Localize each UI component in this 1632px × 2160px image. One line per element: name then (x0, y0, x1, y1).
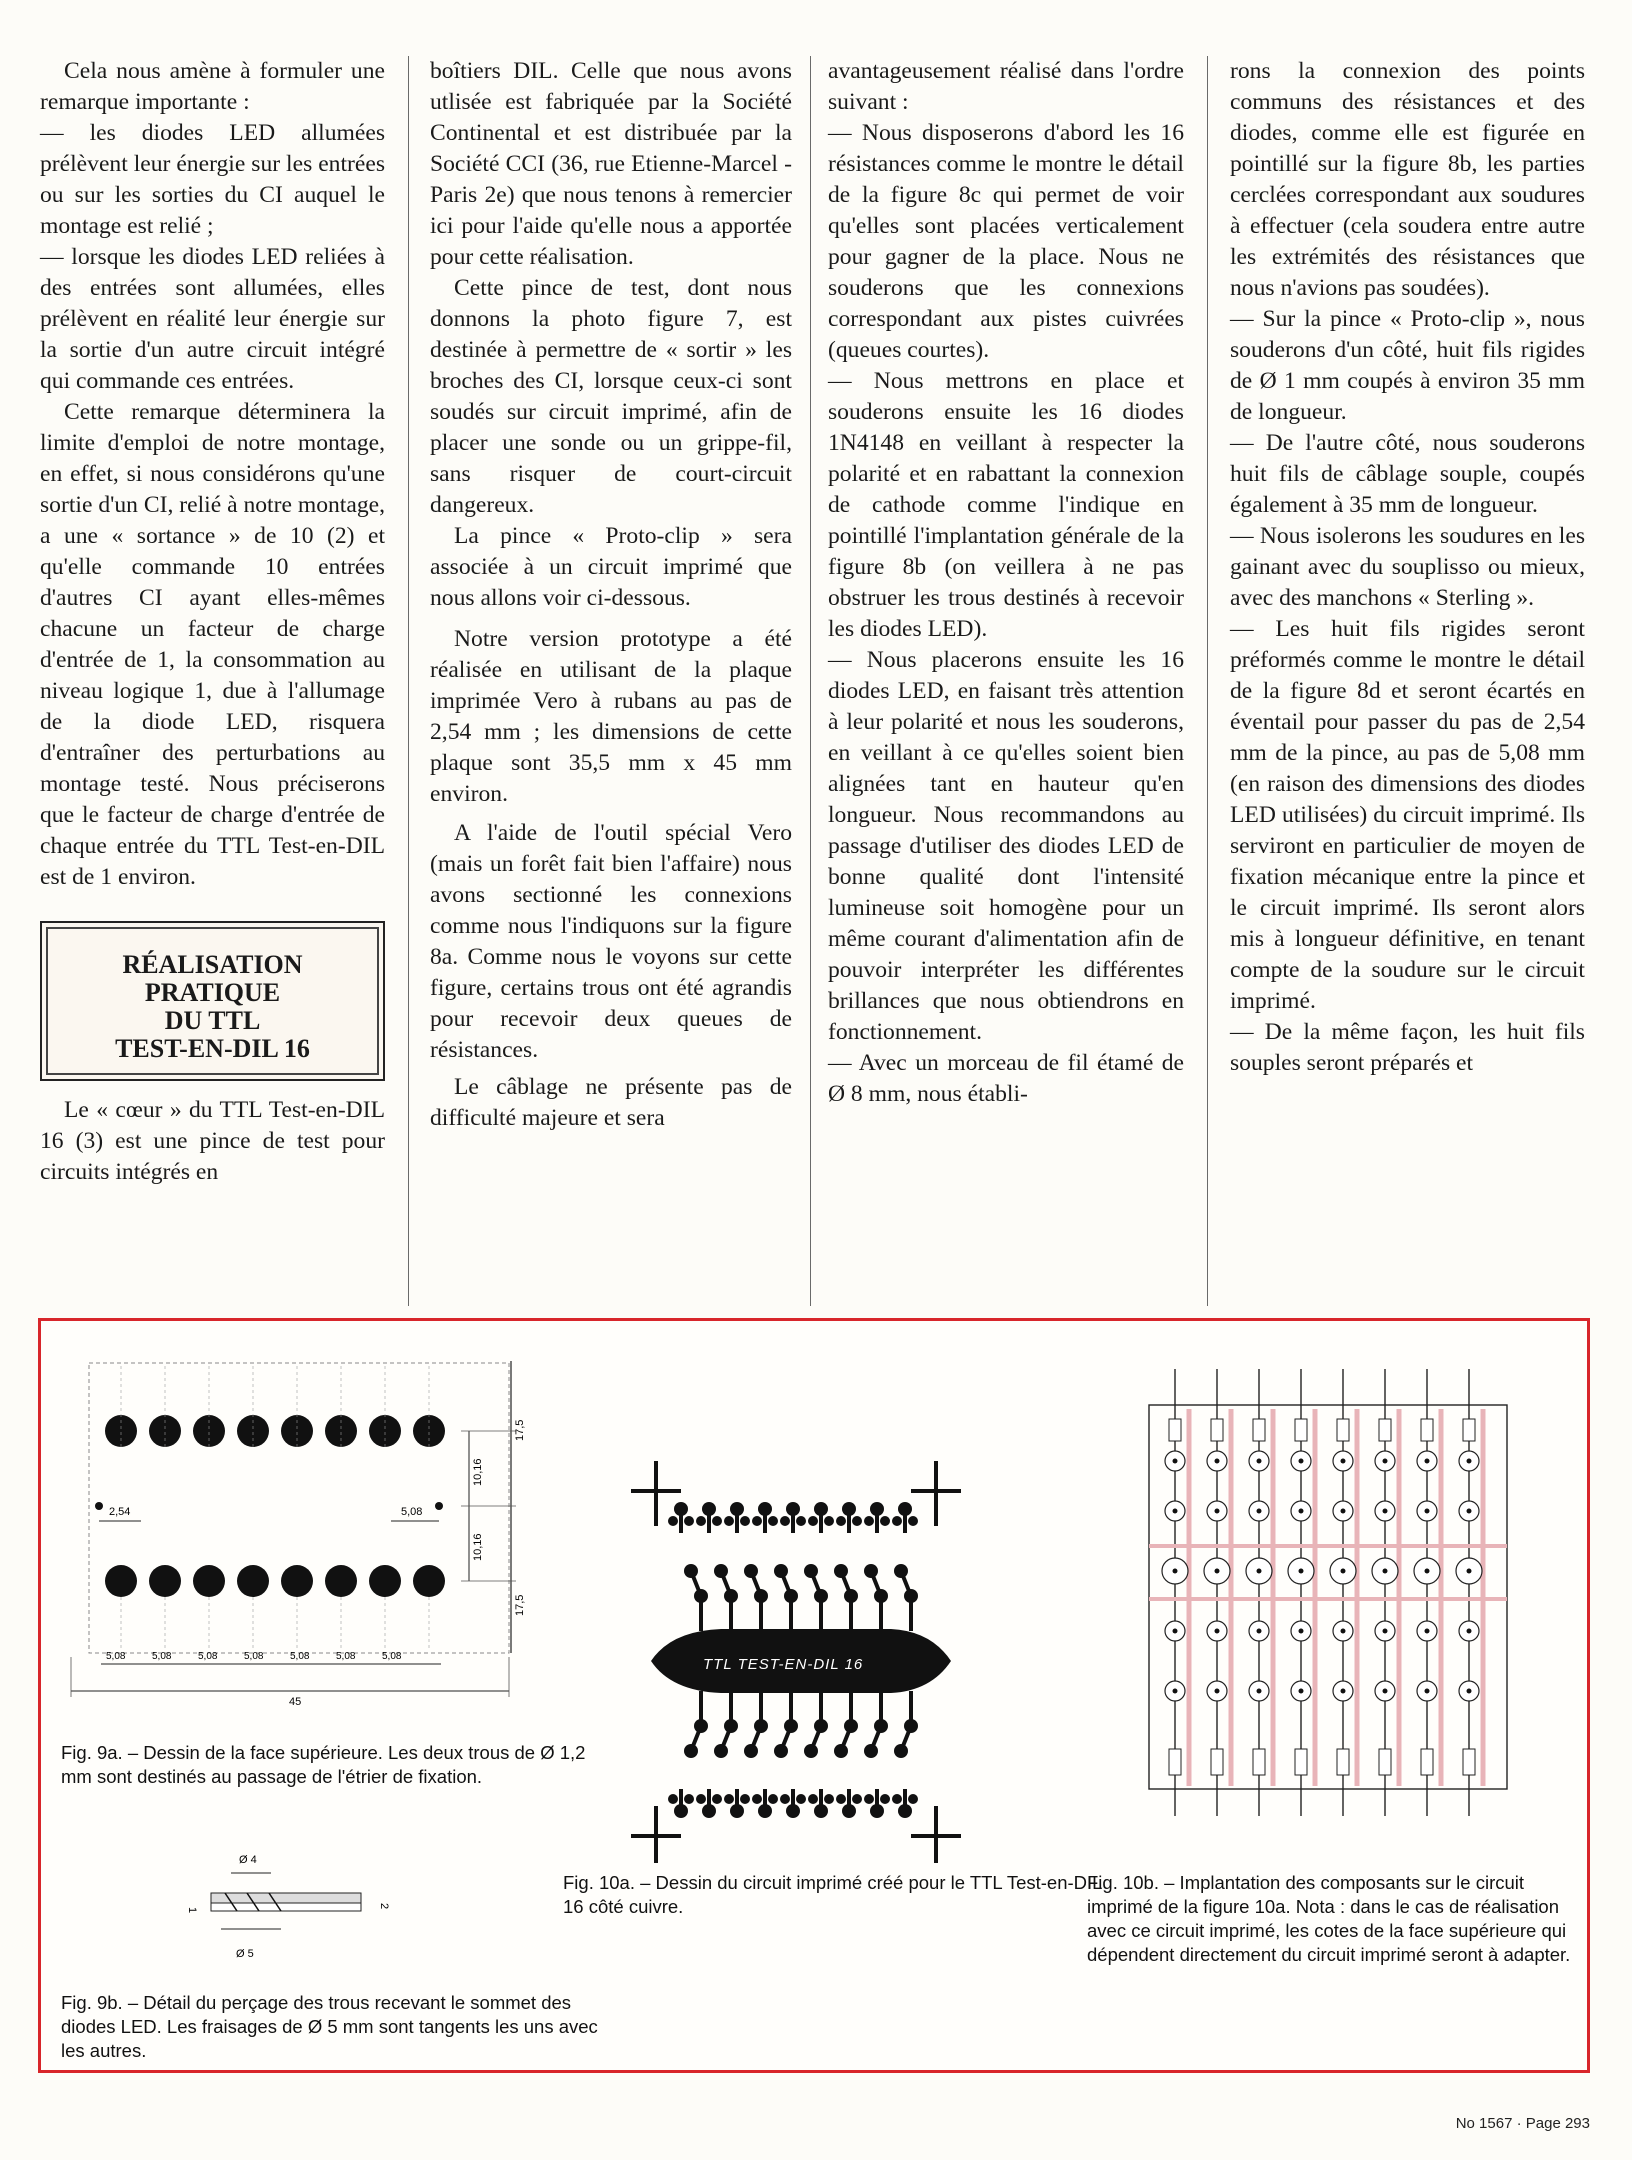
pcb-pad (768, 1516, 778, 1526)
paragraph: — Nous isolerons les soudures en les gainant avec du souplisso ou mieux, avec des manchons « Sterling ». (1230, 523, 1585, 611)
pcb-pad (908, 1516, 918, 1526)
text-column-1 (40, 56, 385, 1188)
led-hole (149, 1565, 181, 1597)
led-hole (413, 1565, 445, 1597)
dim-label: 5,08 (106, 1651, 126, 1662)
pcb-pad (696, 1794, 706, 1804)
led-hole (105, 1415, 137, 1447)
led-hole (369, 1415, 401, 1447)
pcb-pad (880, 1516, 890, 1526)
pcb-pad (780, 1516, 790, 1526)
fixation-hole (435, 1502, 443, 1510)
pcb-pad (892, 1516, 902, 1526)
crosshair-mark (631, 1806, 681, 1863)
pcb-pad (880, 1794, 890, 1804)
pcb-pad (696, 1516, 706, 1526)
dim-label: Ø 4 (239, 1854, 257, 1866)
pcb-pad (712, 1794, 722, 1804)
led-hole (149, 1415, 181, 1447)
fig9b-drawing (181, 1849, 431, 1969)
pcb-pad (836, 1516, 846, 1526)
heading-line: PRATIQUE (144, 978, 281, 1007)
pcb-pad (780, 1794, 790, 1804)
pcb-pad (740, 1516, 750, 1526)
crosshair-mark (911, 1461, 961, 1526)
led-hole (413, 1415, 445, 1447)
dim-label: 5,08 (290, 1651, 310, 1662)
pcb-pad (864, 1516, 874, 1526)
led-hole (237, 1415, 269, 1447)
led-hole (105, 1565, 137, 1597)
paragraph: — Avec un morceau de fil étamé de Ø 8 mm, nous établi- (828, 1050, 1184, 1107)
pcb-pad (668, 1516, 678, 1526)
dim-label: 5,08 (198, 1651, 218, 1662)
section-heading-box (40, 921, 385, 1081)
paragraph: — Les huit fils rigides seront préformés comme le montre le détail de la figure 8d et seront écartés en éventail pour passer du pas de 2,54 mm de la pince, au pas de 5,08 mm (en raison des dimensions des diodes LED utilisées) du circuit imprimé. Ils serviront en particulier de moyen de fixation mécanique entre la pince et le circuit imprimé. Ils seront alors mis à longueur définitive, en tenant compte de la soudure sur le circuit imprimé. (1230, 616, 1585, 1014)
pcb-pad (724, 1794, 734, 1804)
led-hole (281, 1415, 313, 1447)
pcb-pad (864, 1794, 874, 1804)
column-divider (408, 56, 409, 1306)
dim-label: 45 (289, 1696, 302, 1708)
text-column-4 (1230, 56, 1585, 1079)
paragraph: rons la connexion des points communs des résistances et des diodes, comme elle est figurée en pointillé sur la figure 8b, les parties cerclées correspondant aux soudures à effectuer (cela soudera entre autre les extrémités des résistances que nous n'avions pas soudées). (1230, 58, 1585, 301)
pcb-pad (796, 1516, 806, 1526)
text-column-2 (430, 56, 792, 1134)
dim-label: 5,08 (336, 1651, 356, 1662)
fig9a-holes (105, 1363, 445, 1651)
dim-label: 10,16 (472, 1458, 484, 1486)
fig10b-drawing (1141, 1361, 1561, 1821)
text-column-3 (828, 56, 1184, 1110)
dim-label: 2,54 (109, 1506, 131, 1518)
pcb-pad (836, 1794, 846, 1804)
pcb-pad (796, 1794, 806, 1804)
pcb-pad (852, 1794, 862, 1804)
pcb-pad (668, 1794, 678, 1804)
heading-line: DU TTL (164, 1006, 261, 1035)
pcb-pad (892, 1794, 902, 1804)
paragraph: Cette pince de test, dont nous donnons la photo figure 7, est destinée à permettre de « sortir » les broches des CI, lorsque ceux-ci sont soudés sur circuit imprimé, afin de placer une sonde ou un grippe-fil, sans risquer de court-circuit dangereux. (430, 275, 792, 518)
pcb-pad (908, 1794, 918, 1804)
heading-line: TEST-EN-DIL 16 (115, 1034, 310, 1063)
pcb-pad (724, 1516, 734, 1526)
pcb-pad (768, 1794, 778, 1804)
pcb-pad (684, 1794, 694, 1804)
dim-label: 5,08 (382, 1651, 402, 1662)
paragraph: — Nous mettrons en place et souderons ensuite les 16 diodes 1N4148 en veillant à respecter la polarité et en rabattant la connexion de cathode comme l'indique en pointillé l'implantation générale de la figure 8b (on veillera à ne pas obstruer les trous destinés à recevoir les diodes LED). (828, 368, 1184, 642)
dim-label: 1 (186, 1907, 198, 1914)
fig9a-caption: Fig. 9a. – Dessin de la face supérieure. Les deux trous de Ø 1,2 mm sont destinés au passage de l'étrier de fixation. (61, 1742, 586, 1787)
pcb-label: TTL TEST-EN-DIL 16 (703, 1656, 864, 1673)
paragraph: — Nous disposerons d'abord les 16 résistances comme le montre le détail de la figure 8c qui permet de voir qu'elles sont placées verticalement pour gagner de la place. Nous ne souderons que les connexions correspondant aux pistes cuivrées (queues courtes). (828, 120, 1184, 363)
column-divider (1207, 56, 1208, 1306)
pcb-pad (808, 1794, 818, 1804)
fig10a-drawing (611, 1451, 1091, 1871)
paragraph: Cela nous amène à formuler une remarque importante : (40, 58, 385, 115)
dim-label: 10,16 (472, 1533, 484, 1561)
led-hole (325, 1415, 357, 1447)
paragraph: — De l'autre côté, nous souderons huit fils de câblage souple, coupés également à 35 mm de longueur. (1230, 430, 1585, 518)
pcb-pad (752, 1794, 762, 1804)
paragraph: — Sur la pince « Proto-clip », nous souderons d'un côté, huit fils rigides de Ø 1 mm coupés à environ 35 mm de longueur. (1230, 306, 1585, 425)
page-footer: No 1567 · Page 293 (1455, 2115, 1590, 2132)
paragraph: avantageusement réalisé dans l'ordre suivant : (828, 58, 1184, 115)
led-hole (193, 1565, 225, 1597)
pcb-pad (808, 1516, 818, 1526)
dim-label: 5,08 (152, 1651, 172, 1662)
pcb-pad (824, 1794, 834, 1804)
paragraph: La pince « Proto-clip » sera associée à un circuit imprimé que nous allons voir ci-dessous. (430, 523, 792, 611)
fig9a-outline (89, 1363, 509, 1653)
dim-label: 5,08 (401, 1506, 423, 1518)
figure-frame (38, 1318, 1590, 2073)
pcb-pad (752, 1516, 762, 1526)
led-hole (237, 1565, 269, 1597)
fixation-hole (95, 1502, 103, 1510)
pcb-pad (712, 1516, 722, 1526)
paragraph: Le « cœur » du TTL Test-en-DIL 16 (3) est une pince de test pour circuits intégrés en (40, 1097, 385, 1185)
fig9b-caption: Fig. 9b. – Détail du perçage des trous recevant le sommet des diodes LED. Les fraisages de Ø 5 mm sont tangents les uns avec les autres. (61, 1992, 598, 2061)
fig10b-caption: Fig. 10b. – Implantation des composants sur le circuit imprimé de la figure 10a. Nota : dans le cas de réalisation avec ce circuit imprimé, les cotes de la face supérieure qui dépendent directement du circuit imprimé seront à adapter. (1087, 1872, 1571, 1965)
paragraph: A l'aide de l'outil spécial Vero (mais un forêt fait bien l'affaire) nous avons sectionné les connexions comme nous l'indiquons sur la figure 8a. Comme nous le voyons sur cette figure, certains trous ont été agrandis pour recevoir deux queues de résistances. (430, 820, 792, 1063)
led-hole (281, 1565, 313, 1597)
crosshair-mark (911, 1806, 961, 1863)
paragraph: — lorsque les diodes LED reliées à des entrées sont allumées, elles prélèvent en réalité leur énergie sur la sortie d'un autre circuit intégré qui commande ces entrées. (40, 244, 385, 394)
dim-label: 17,5 (514, 1419, 526, 1441)
led-hole (325, 1565, 357, 1597)
fig10a-caption: Fig. 10a. – Dessin du circuit imprimé créé pour le TTL Test-en-DIL 16 côté cuivre. (563, 1872, 1102, 1917)
paragraph: — Nous placerons ensuite les 16 diodes LED, en faisant très attention à leur polarité et nous les souderons, en veillant à ce qu'elles soient bien alignées tant en hauteur qu'en longueur. Nous recommandons au passage d'utiliser des diodes LED de bonne qualité dont l'intensité lumineuse soit homogène pour un même courant d'alimentation afin de pouvoir interpréter les différentes brillances que nous obtiendrons en fonctionnement. (828, 647, 1184, 1045)
heading-line: RÉALISATION (122, 950, 303, 979)
column-divider (810, 56, 811, 1306)
paragraph: — les diodes LED allumées prélèvent leur énergie sur les entrées ou sur les sorties du CI auquel le montage est relié ; (40, 120, 385, 239)
paragraph: Cette remarque déterminera la limite d'emploi de notre montage, en effet, si nous considérons qu'une sortie d'un CI, relié à notre montage, a une « sortance » de 10 (2) et qu'elle commande 10 entrées d'autres CI ayant elles-mêmes chacune un facteur de charge d'entrée de 1, la consommation au niveau logique 1, due à l'allumage de la diode LED, risquera d'entraîner des perturbations au montage testé. Nous préciserons que le facteur de charge d'entrée de chaque entrée du TTL Test-en-DIL est de 1 environ. (40, 399, 385, 890)
fig10b-components (1149, 1369, 1507, 1816)
fig9a-drawing (61, 1361, 581, 1741)
pcb-pad (684, 1516, 694, 1526)
pcb-pad (824, 1516, 834, 1526)
pcb-pad (740, 1794, 750, 1804)
dim-label: Ø 5 (236, 1948, 254, 1960)
paragraph: Notre version prototype a été réalisée en utilisant de la plaque imprimée Vero à rubans au pas de 2,54 mm ; les dimensions de cette plaque sont 35,5 mm x 45 mm environ. (430, 626, 792, 807)
dim-label: 2 (378, 1903, 390, 1910)
led-hole (193, 1415, 225, 1447)
paragraph: Le câblage ne présente pas de difficulté majeure et sera (430, 1074, 792, 1131)
paragraph: boîtiers DIL. Celle que nous avons utlisée est fabriquée par la Société Continental et est distribuée par la Société CCI (36, rue Etienne-Marcel - Paris 2e) que nous tenons à remercier ici pour l'aide qu'elle nous a apportée pour cette réalisation. (430, 58, 792, 270)
dim-label: 5,08 (244, 1651, 264, 1662)
dim-label: 17,5 (514, 1594, 526, 1616)
pcb-pad (852, 1516, 862, 1526)
led-hole (369, 1565, 401, 1597)
paragraph: — De la même façon, les huit fils souples seront préparés et (1230, 1019, 1585, 1076)
